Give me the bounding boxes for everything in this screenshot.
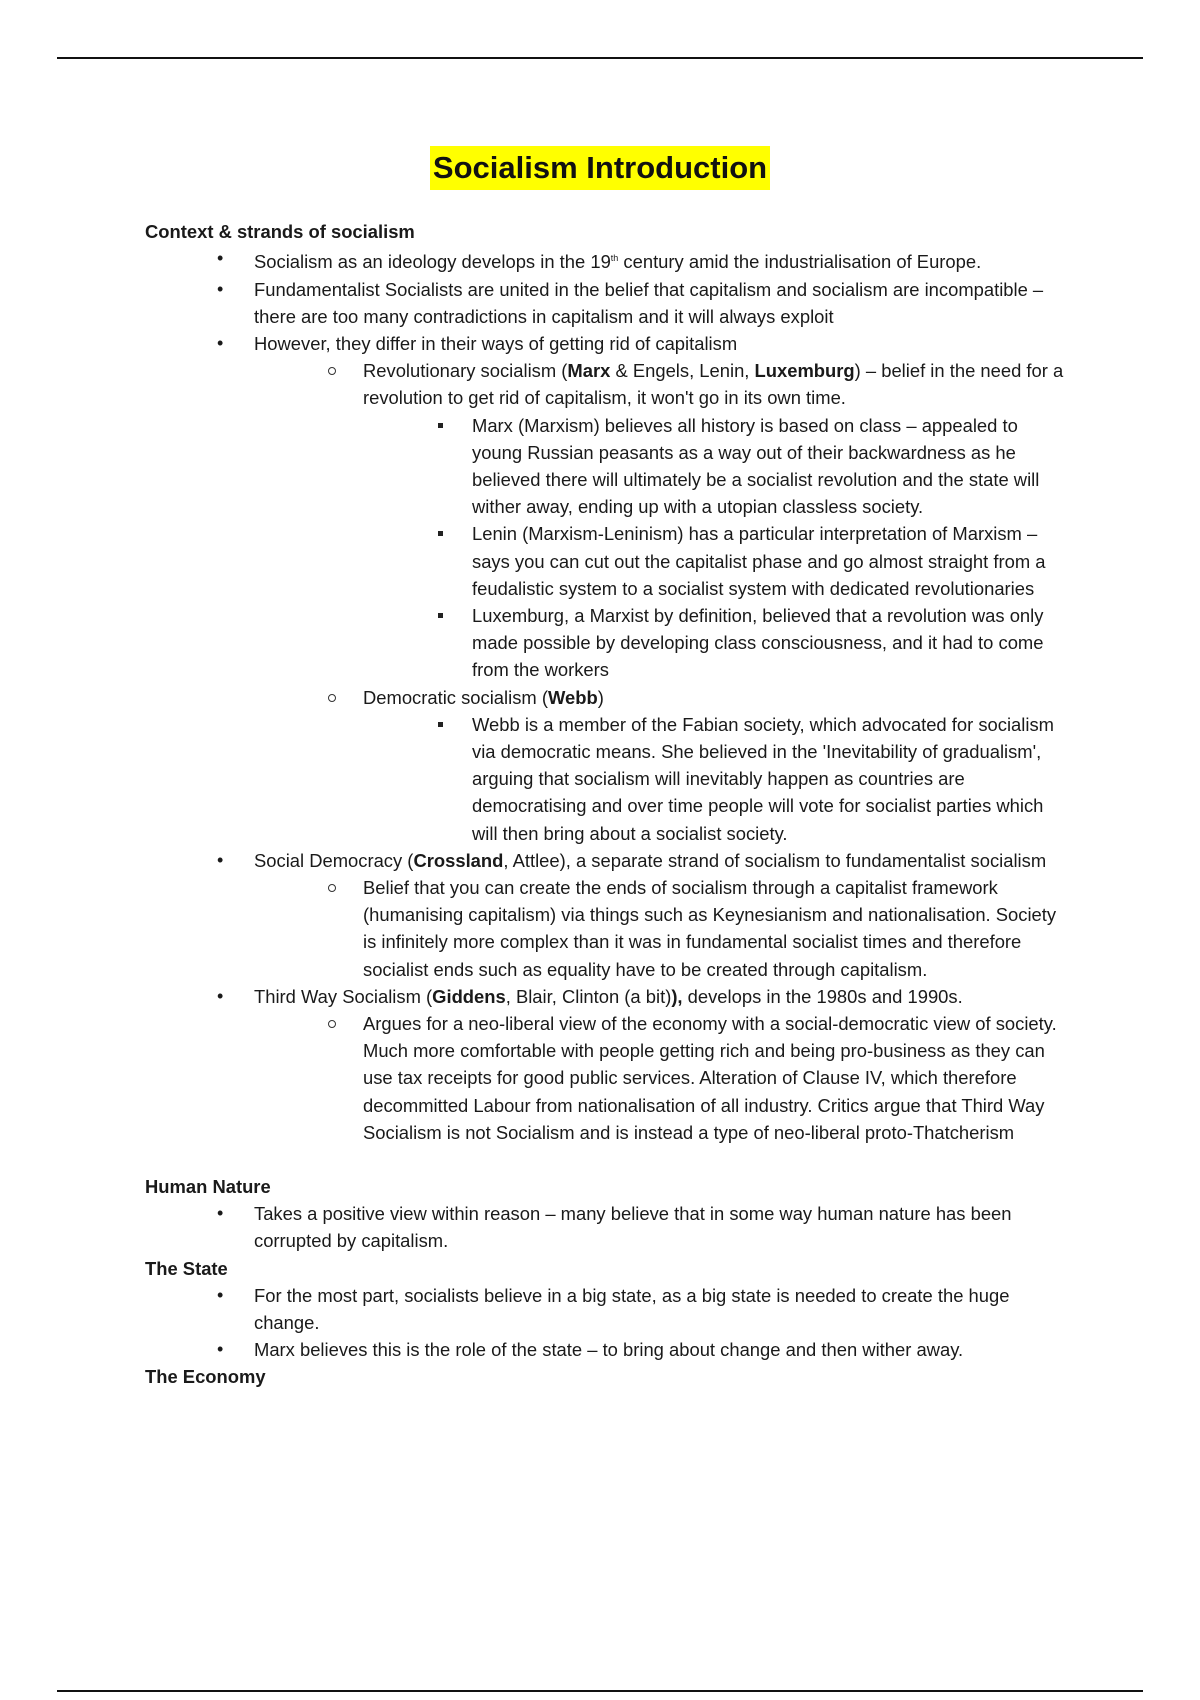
text: Social Democracy ( [254,849,414,871]
text: Democratic socialism ( [363,686,548,708]
text: , Attlee), a separate strand of socialism to fundamentalist socialism [503,849,1047,871]
third-way-item [254,983,1065,1146]
superscript: th [610,253,619,264]
democratic-points [363,711,1065,847]
democratic-socialism-item [363,684,1065,847]
section-gap [145,1146,1065,1173]
context-list [145,245,1065,1146]
social-democracy-sub [254,874,1065,983]
text: develops in the 1980s and 1990s. [682,985,963,1007]
title-wrapper [0,146,1200,190]
point-marx: Marx (Marxism) believes all history is based on class – appealed to young Russian peasants as a way out of their backwardness as he believed there will ultimately be a socialist revolution and the state will wither away, ending up with a utopian classless society. [472,412,1065,521]
context-bullet-3 [254,330,1065,847]
bold-name-giddens: Giddens [432,985,506,1007]
revolutionary-points [363,412,1065,684]
third-way-sub [254,1010,1065,1146]
top-rule [57,57,1143,59]
text: Revolutionary socialism ( [363,360,568,382]
state-bullet-1: • For the most part, socialists believe in a big state, as a big state is needed to create the huge change. [254,1282,1065,1336]
context-bullet-1 [254,245,1065,275]
strands-list [254,357,1065,847]
text: ) – belief in the need for a revolution to get rid of capitalism, it won't go in its own time. [363,360,1064,409]
bold-name-marx: Marx [567,360,611,382]
bold-name-luxemburg: Luxemburg [754,360,855,382]
human-nature-bullet-1: • Takes a positive view within reason – many believe that in some way human nature has been corrupted by capitalism. [254,1200,1065,1254]
third-way-point: Argues for a neo-liberal view of the economy with a social-democratic view of society. Much more comfortable with people getting rich and being pro-business as they can use tax receipts for good public services. Alteration of Clause IV, which therefore decommitted Labour from nationalisation of all industry. Critics argue that Third Way Socialism is not Socialism and is instead a type of neo-liberal proto-Thatcherism [363,1010,1065,1146]
human-nature-list [145,1200,1065,1254]
text: & Engels, Lenin, [610,360,755,382]
heading-economy: The Economy [145,1366,266,1388]
page-title: Socialism Introduction [430,146,770,190]
bold-punctuation: ), [671,985,683,1007]
heading-context: Context & strands of socialism [145,221,415,242]
text: , Blair, Clinton (a bit) [505,985,672,1007]
text: century amid the industrialisation of Europe. [618,251,982,273]
social-democracy-item [254,847,1065,983]
text: ) [597,686,604,708]
bold-name-crossland: Crossland [413,849,504,871]
context-bullet-2: • Fundamentalist Socialists are united in the belief that capitalism and socialism are incompatible – there are too many contradictions in capitalism and it will always exploit [254,276,1065,330]
state-list [145,1282,1065,1364]
text: However, they differ in their ways of getting rid of capitalism [254,332,738,354]
bottom-rule [57,1690,1143,1692]
revolutionary-socialism-item [363,357,1065,683]
social-democracy-point: Belief that you can create the ends of socialism through a capitalist framework (humanising capitalism) via things such as Keynesianism and nationalisation. Society is infinitely more complex than it was in fundamental socialist times and therefore socialist ends such as equality have to be created through capitalism. [363,874,1065,983]
document-body [145,218,1065,1391]
state-bullet-2: • Marx believes this is the role of the state – to bring about change and then wither away. [254,1336,1065,1363]
point-webb: Webb is a member of the Fabian society, which advocated for socialism via democratic means. She believed in the 'Inevitability of gradualism', arguing that socialism will inevitably happen as countries are democratising and over time people will vote for socialist parties which will then bring about a socialist society. [472,711,1065,847]
heading-state: The State [145,1257,228,1279]
point-lenin: Lenin (Marxism-Leninism) has a particular interpretation of Marxism – says you can cut out the capitalist phase and go almost straight from a feudalistic system to a socialist system with dedicated revolutionaries [472,520,1065,602]
heading-human-nature: Human Nature [145,1176,271,1198]
bold-name-webb: Webb [547,686,598,708]
text: Socialism as an ideology develops in the 19 [254,251,611,273]
text: Third Way Socialism ( [254,985,433,1007]
point-luxemburg: Luxemburg, a Marxist by definition, believed that a revolution was only made possible by developing class consciousness, and it had to come from the workers [472,602,1065,684]
